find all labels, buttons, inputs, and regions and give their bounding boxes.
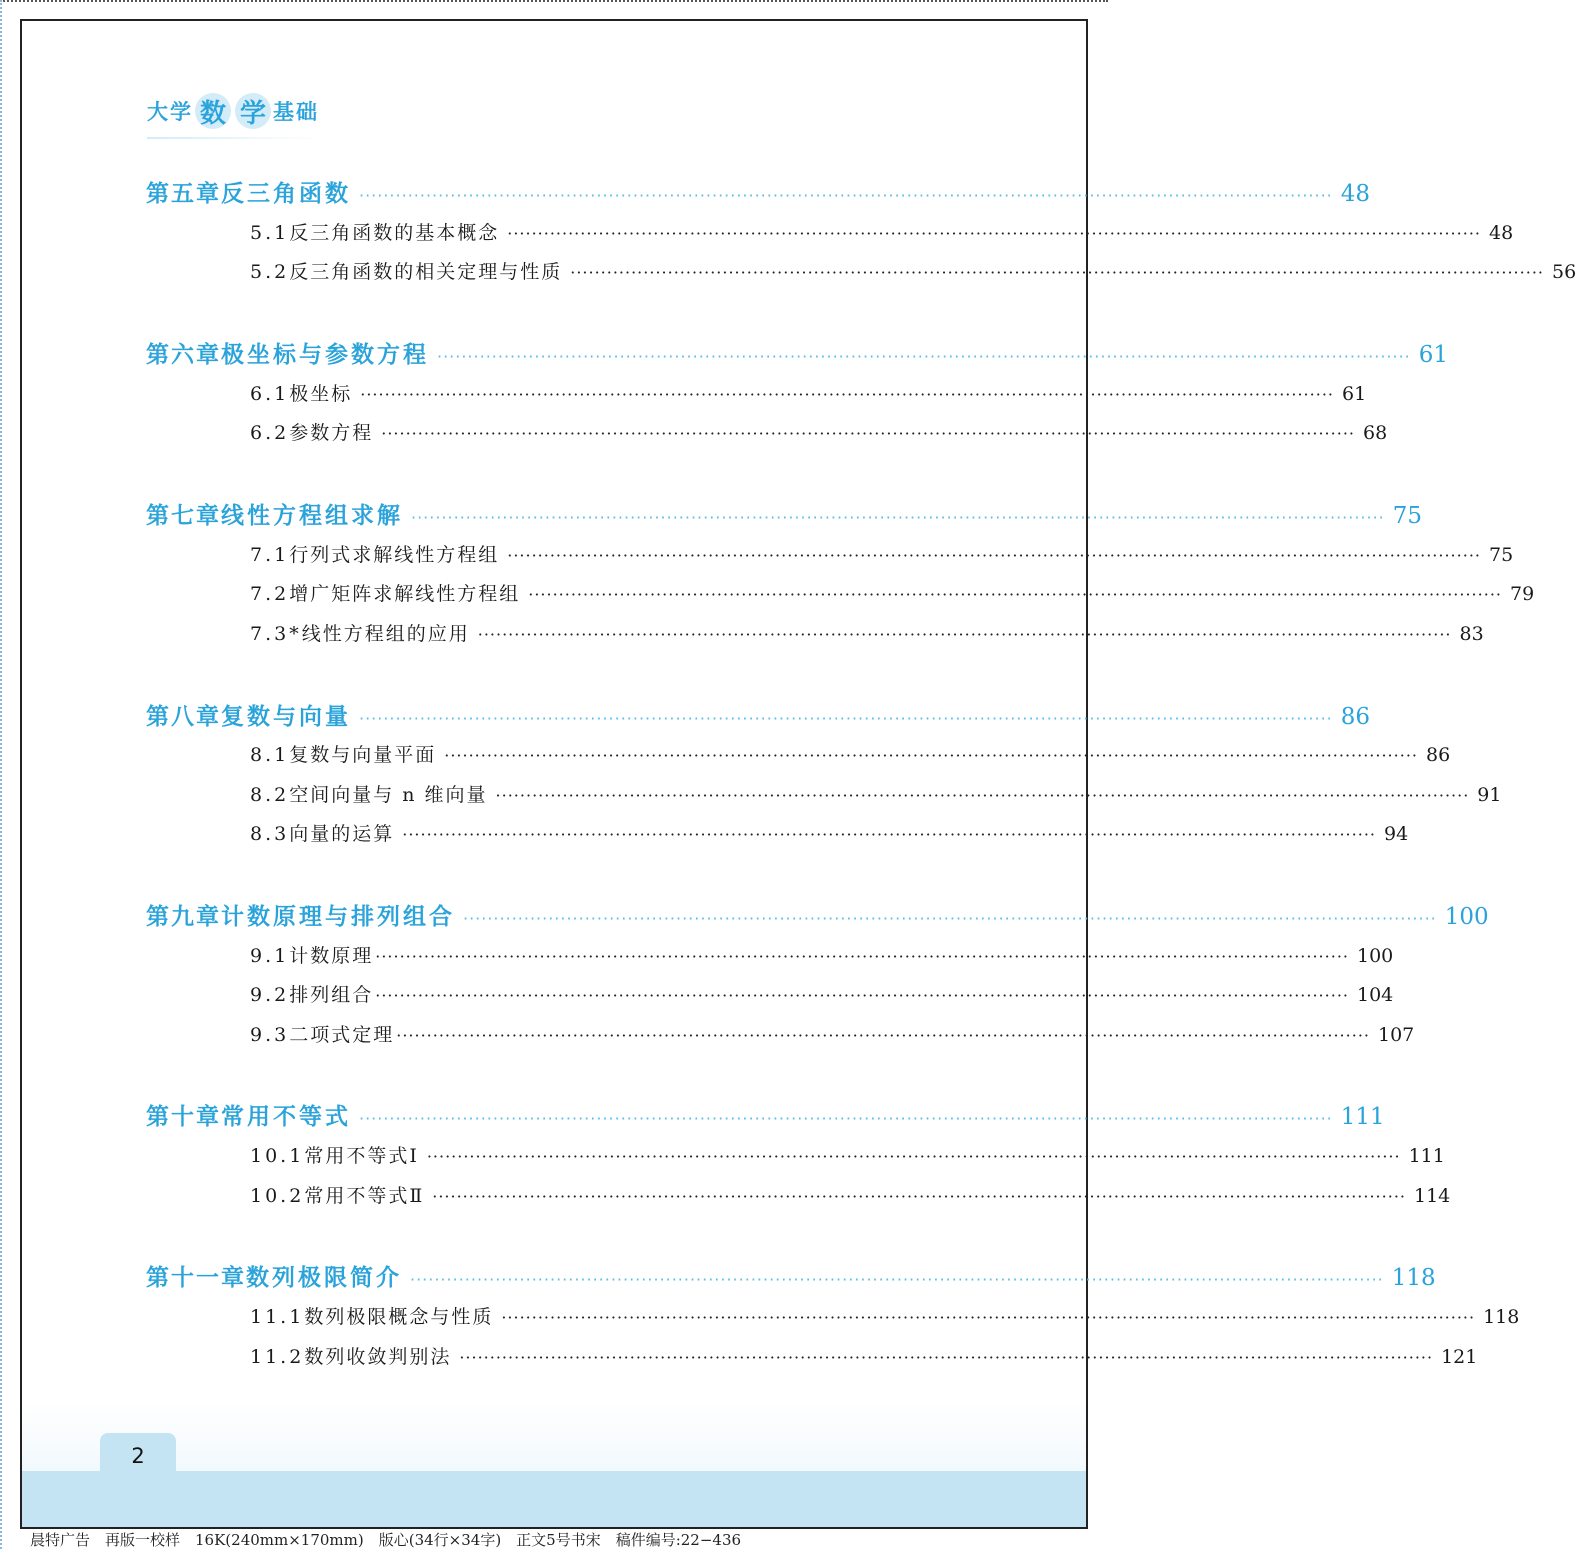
chapter-page: 100 (1444, 904, 1489, 930)
toc-chapter[interactable] (146, 175, 1371, 207)
section-number: 8.3 (250, 823, 290, 845)
dot-leader: ································································································································································ (360, 385, 1334, 404)
dot-leader: ································································································································································ (410, 1270, 1384, 1289)
dot-leader: ································································································································································ (507, 546, 1481, 565)
bottom-fade (22, 1401, 1086, 1471)
dot-leader: ································································································································································ (381, 424, 1355, 443)
section-number: 8.2 (250, 784, 290, 806)
chapter-page: 86 (1340, 704, 1371, 730)
section-page: 61 (1341, 383, 1367, 405)
toc-section[interactable] (250, 619, 1484, 649)
toc-section[interactable] (250, 819, 1409, 849)
toc-section[interactable] (250, 257, 1576, 287)
toc-section[interactable] (250, 1181, 1451, 1211)
logo-char: 大 (147, 100, 170, 124)
section-title: 反三角函数的相关定理与性质 (289, 261, 563, 283)
chapter-number: 第十一章 (146, 1265, 246, 1291)
dot-leader: ································································································································································ (437, 347, 1411, 366)
dot-leader: ································································································································································ (402, 825, 1376, 844)
chapter-title: 常用不等式 (221, 1104, 351, 1130)
book-logo (147, 87, 319, 135)
section-title: 数列极限概念与性质 (304, 1306, 494, 1328)
dot-leader: ································································································································································ (432, 1187, 1406, 1206)
section-title: 行列式求解线性方程组 (289, 544, 500, 566)
section-number: 7.1 (250, 544, 290, 566)
section-page: 111 (1408, 1145, 1445, 1167)
dot-leader: ································································································································································ (375, 986, 1349, 1005)
dot-leader: ································································································································································ (426, 1147, 1401, 1166)
section-number: 11.2 (250, 1346, 305, 1368)
logo-char-circled: 数 (195, 93, 231, 129)
section-number: 6.2 (250, 422, 290, 444)
chapter-title: 极坐标与参数方程 (221, 342, 429, 368)
section-page: 118 (1483, 1306, 1520, 1328)
toc-chapter[interactable] (146, 1259, 1436, 1291)
dot-leader: ································································································································································ (477, 625, 1452, 644)
section-title: 线性方程组的应用 (301, 623, 470, 645)
dot-leader: ································································································································································ (396, 1026, 1370, 1045)
toc-section[interactable] (250, 418, 1388, 448)
logo-char: 基 (273, 100, 296, 124)
section-title: 复数与向量平面 (289, 744, 437, 766)
section-page: 114 (1413, 1185, 1451, 1207)
section-number: 6.1 (250, 383, 290, 405)
chapter-title: 复数与向量 (221, 704, 351, 730)
chapter-number: 第九章 (146, 904, 221, 930)
chapter-title: 线性方程组求解 (221, 503, 403, 529)
dot-leader: ································································································································································ (444, 746, 1418, 765)
dot-leader: ································································································································································ (359, 1109, 1333, 1128)
section-page: 79 (1509, 583, 1535, 605)
chapter-title: 计数原理与排列组合 (221, 904, 455, 930)
dot-leader: ································································································································································ (463, 909, 1437, 928)
page-frame (20, 19, 1576, 1529)
section-page: 48 (1488, 222, 1514, 244)
dot-leader: ································································································································································ (495, 786, 1470, 805)
toc-section[interactable] (250, 579, 1535, 609)
chapter-page: 75 (1392, 503, 1423, 529)
crop-mark-top (0, 0, 1108, 2)
dot-leader: ································································································································································ (359, 186, 1333, 205)
dot-leader: ································································································································································ (528, 585, 1502, 604)
dot-leader: ································································································································································ (411, 508, 1385, 527)
toc-section[interactable] (250, 780, 1502, 810)
toc-section[interactable] (250, 218, 1514, 248)
toc-section[interactable] (250, 941, 1394, 971)
section-title: 常用不等式Ⅱ (304, 1185, 425, 1207)
print-slug: 晨特广告 再版一校样 16K(240mm×170mm) 版心(34行×34字) 正文5号书宋 稿件编号:22−436 (30, 1531, 742, 1549)
section-page: 100 (1356, 945, 1394, 967)
section-number: 10.2 (250, 1185, 305, 1207)
section-page: 94 (1383, 823, 1409, 845)
section-page: 68 (1362, 422, 1388, 444)
section-page: 56 (1551, 261, 1576, 283)
section-title: 极坐标 (289, 383, 353, 405)
toc-section[interactable] (250, 1342, 1478, 1372)
toc-section[interactable] (250, 379, 1367, 409)
section-page: 75 (1488, 544, 1514, 566)
section-page: 83 (1459, 623, 1484, 645)
dot-leader: ································································································································································ (375, 947, 1349, 966)
section-title: 二项式定理 (289, 1024, 395, 1046)
chapter-page: 118 (1391, 1265, 1436, 1291)
section-number: 9.2 (250, 984, 290, 1006)
chapter-number: 第七章 (146, 503, 221, 529)
dot-leader: ································································································································································ (507, 224, 1481, 243)
logo-char-circled: 学 (235, 93, 271, 129)
logo-underline (147, 137, 322, 139)
section-number: 11.1 (250, 1306, 305, 1328)
chapter-page: 48 (1340, 181, 1371, 207)
section-number: 9.1 (250, 945, 290, 967)
dot-leader: ································································································································································ (459, 1348, 1434, 1367)
section-title: 增广矩阵求解线性方程组 (289, 583, 521, 605)
section-page: 86 (1425, 744, 1451, 766)
section-title: 空间向量与 n 维向量 (289, 784, 488, 806)
section-title: 排列组合 (289, 984, 374, 1006)
chapter-number: 第五章 (146, 181, 221, 207)
section-title: 数列收敛判别法 (304, 1346, 452, 1368)
toc-chapter[interactable] (146, 497, 1423, 529)
dot-leader: ································································································································································ (570, 263, 1544, 282)
crop-mark-left (0, 0, 2, 1549)
toc-chapter[interactable] (146, 898, 1489, 930)
toc-section[interactable] (250, 540, 1514, 570)
bottom-band (22, 1471, 1086, 1527)
toc-section[interactable] (250, 740, 1451, 770)
section-title: 计数原理 (289, 945, 374, 967)
section-number: 7.2 (250, 583, 290, 605)
logo-char: 学 (170, 100, 193, 124)
section-title: 向量的运算 (289, 823, 395, 845)
chapter-title: 反三角函数 (221, 181, 351, 207)
section-title: 参数方程 (289, 422, 374, 444)
chapter-number: 第十章 (146, 1104, 221, 1130)
dot-leader: ································································································································································ (359, 709, 1333, 728)
section-number: 9.3 (250, 1024, 290, 1046)
logo-char: 础 (296, 100, 319, 124)
toc-section[interactable] (250, 1020, 1415, 1050)
section-number: 5.1 (250, 222, 290, 244)
section-page: 121 (1441, 1346, 1478, 1368)
dot-leader: ································································································································································ (501, 1308, 1476, 1327)
section-page: 104 (1356, 984, 1394, 1006)
chapter-title: 数列极限简介 (246, 1265, 402, 1291)
toc-section[interactable] (250, 1141, 1445, 1171)
section-number: 7.3* (250, 623, 302, 645)
toc-chapter[interactable] (146, 1098, 1385, 1130)
chapter-number: 第六章 (146, 342, 221, 368)
chapter-page: 111 (1340, 1104, 1385, 1130)
section-number: 8.1 (250, 744, 290, 766)
section-page: 107 (1377, 1024, 1415, 1046)
section-number: 10.1 (250, 1145, 305, 1167)
chapter-number: 第八章 (146, 704, 221, 730)
section-page: 91 (1477, 784, 1502, 806)
toc-section[interactable] (250, 1302, 1520, 1332)
toc-chapter[interactable] (146, 698, 1371, 730)
toc-section[interactable] (250, 980, 1394, 1010)
page-number: 2 (100, 1433, 176, 1477)
section-title: 常用不等式Ⅰ (304, 1145, 419, 1167)
chapter-page: 61 (1418, 342, 1449, 368)
section-number: 5.2 (250, 261, 290, 283)
toc-chapter[interactable] (146, 336, 1449, 368)
section-title: 反三角函数的基本概念 (289, 222, 500, 244)
